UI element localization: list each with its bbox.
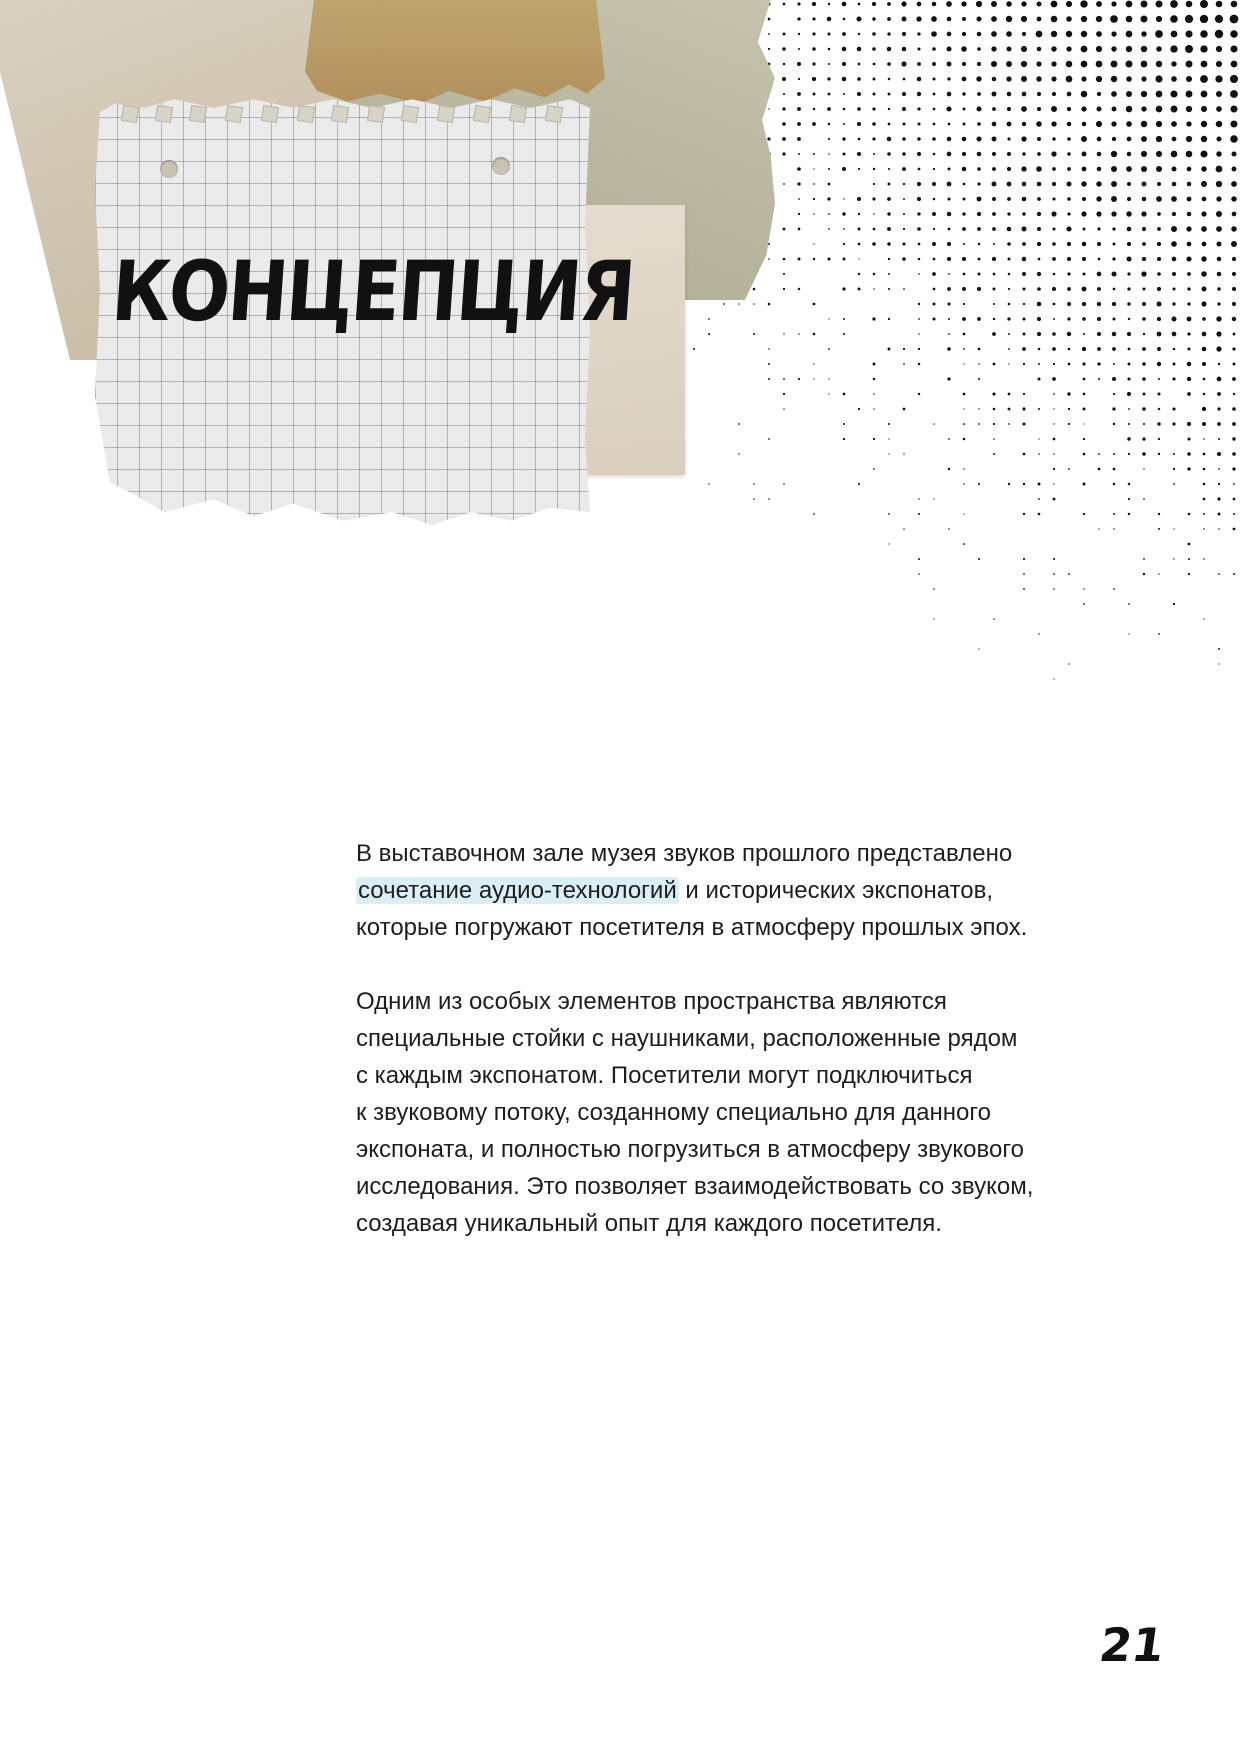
text-line: специальные стойки с наушниками, расположенные рядом — [356, 1025, 1018, 1052]
punch-hole — [492, 157, 510, 175]
page-title: КОНЦЕПЦИЯ — [108, 243, 637, 340]
perforation — [189, 105, 207, 123]
perforation — [509, 105, 527, 123]
paragraph-concept — [356, 835, 1136, 946]
perforation — [545, 105, 563, 123]
perforation — [331, 105, 349, 123]
perforation — [121, 105, 139, 123]
page-number: 21 — [1096, 1618, 1168, 1672]
text-line: с каждым экспонатом. Посетители могут подключиться — [356, 1062, 973, 1089]
body-text — [356, 835, 1136, 1242]
text-line: экспоната, и полностью погрузиться в атмосферу звукового — [356, 1136, 1024, 1163]
perforation — [367, 105, 385, 123]
highlighted-phrase: сочетание аудио-технологий — [358, 877, 677, 904]
text-line: создавая уникальный опыт для каждого посетителя. — [356, 1210, 942, 1237]
text-line: Одним из особых элементов пространства являются — [356, 988, 947, 1015]
text-line: которые погружают посетителя в атмосферу прошлых эпох. — [356, 914, 1028, 941]
paragraph-headphones — [356, 983, 1136, 1242]
text-line: В выставочном зале музея звуков прошлого представлено — [356, 840, 1013, 867]
text-line: и исторических экспонатов, — [685, 877, 994, 904]
punch-hole — [160, 160, 178, 178]
text-line: к звуковому потоку, созданному специально для данного — [356, 1099, 991, 1126]
perforation — [473, 105, 491, 123]
perforation — [297, 105, 315, 123]
perforation — [401, 105, 419, 123]
text-line: исследования. Это позволяет взаимодействовать со звуком, — [356, 1173, 1034, 1200]
perforation — [261, 105, 279, 123]
perforation — [225, 105, 243, 123]
perforation — [155, 105, 173, 123]
perforation — [437, 105, 455, 123]
